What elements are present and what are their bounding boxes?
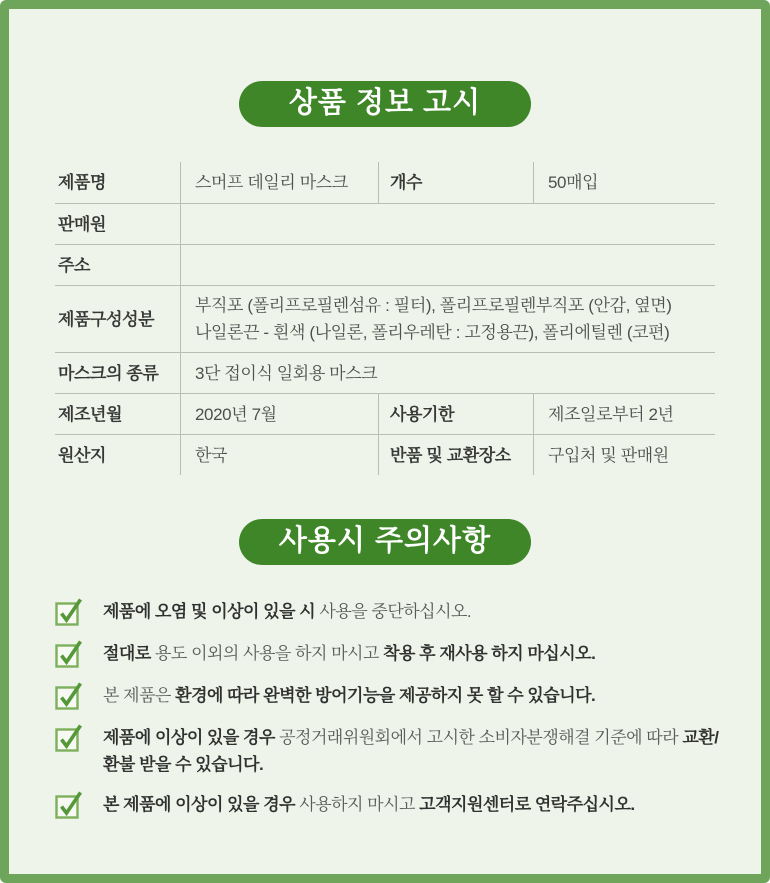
precaution-text-segment: 사용을 중단하십시오. [319, 602, 472, 621]
table-field-value [180, 286, 715, 352]
precaution-text-segment: 사용하지 마시고 [299, 795, 420, 814]
precaution-text [103, 598, 471, 625]
table-cell-line: 마스크의 종류 [58, 363, 159, 383]
table-field-value [533, 162, 715, 203]
table-cell-line: 제품구성성분 [58, 309, 155, 329]
precaution-text-segment: 절대로 [103, 644, 155, 663]
precaution-text-segment: 고객지원센터로 연락주십시오. [419, 795, 635, 814]
table-field-value [533, 435, 715, 475]
precaution-text-segment: 교환/환불 받을 수 있습니다. [103, 728, 719, 774]
precaution-text-segment: 본 제품은 [103, 686, 176, 705]
precaution-item [55, 791, 727, 820]
table-cell-line: 개수 [390, 173, 423, 192]
table-cell-line: 반품 및 교환장소 [390, 445, 511, 465]
table-field-label [378, 435, 533, 475]
table-row [55, 203, 715, 244]
checkmark-icon [55, 597, 85, 627]
table-cell-line: 구입처 및 판매원 [548, 445, 669, 465]
section-title-product-info: 상품 정보 고시 [288, 86, 482, 119]
table-field-value [533, 394, 715, 434]
precaution-text [103, 724, 727, 778]
table-cell-line: 나일론끈 - 흰색 (나일론, 폴리우레탄 : 고정용끈), 폴리에틸렌 (코편) [195, 323, 670, 342]
table-cell-line: 스머프 데일리 마스크 [195, 173, 348, 192]
precaution-text-segment: 공정거래위원회에서 고시한 소비자분쟁해결 기준에 따라 [279, 728, 683, 747]
table-cell-line: 부직포 (폴리프로필렌섬유 : 필터), 폴리프로필렌부직포 (안감, 옆면) [195, 296, 672, 315]
table-field-label [55, 245, 180, 285]
table-cell-line: 2020년 7월 [195, 404, 277, 424]
precaution-item [55, 598, 727, 627]
table-field-label [55, 162, 180, 203]
table-field-value [180, 435, 378, 475]
table-row [55, 244, 715, 285]
table-cell-line: 한국 [195, 445, 228, 465]
table-field-label [55, 394, 180, 434]
precaution-item [55, 640, 727, 669]
checkmark-icon [55, 681, 85, 711]
table-row [55, 393, 715, 434]
precaution-text-segment: 착용 후 재사용 하지 마십시오. [383, 644, 596, 663]
checkmark-icon [55, 639, 85, 669]
checkmark-icon [55, 723, 85, 753]
table-field-value [180, 353, 715, 393]
table-field-value [180, 394, 378, 434]
table-field-value [180, 204, 715, 244]
precaution-item [55, 682, 727, 711]
table-field-label [55, 204, 180, 244]
precaution-text-segment: 본 제품에 이상이 있을 경우 [103, 795, 300, 814]
checkmark-icon [55, 790, 85, 820]
product-info-table [55, 162, 715, 475]
table-row [55, 434, 715, 475]
table-cell-line: 3단 접이식 일회용 마스크 [195, 363, 378, 383]
table-row [55, 352, 715, 393]
precaution-text-segment: 용도 이외의 사용을 하지 마시고 [155, 644, 384, 663]
precaution-item [55, 724, 727, 778]
table-cell-line: 판매원 [58, 214, 107, 234]
table-cell-line: 사용기한 [390, 404, 455, 424]
table-field-label [378, 394, 533, 434]
precaution-text-segment: 제품에 오염 및 이상이 있을 시 [103, 602, 320, 621]
table-cell-line: 제조년월 [58, 404, 123, 424]
table-field-label [378, 162, 533, 203]
precaution-text [103, 791, 635, 818]
table-field-label [55, 286, 180, 352]
table-row [55, 285, 715, 352]
precaution-text [103, 640, 595, 667]
table-field-label [55, 435, 180, 475]
section-badge-precautions [239, 519, 531, 565]
precaution-text [103, 682, 595, 709]
table-cell-line: 주소 [58, 255, 91, 275]
table-field-label [55, 353, 180, 393]
table-cell-line: 50매입 [548, 173, 599, 192]
precaution-text-segment: 환경에 따라 완벽한 방어기능을 제공하지 못 할 수 있습니다. [175, 686, 596, 705]
section-badge-product-info [239, 81, 531, 127]
precaution-text-segment: 제품에 이상이 있을 경우 [103, 728, 280, 747]
section-title-precautions: 사용시 주의사항 [278, 524, 492, 557]
table-row [55, 162, 715, 203]
table-cell-line: 제품명 [58, 173, 107, 192]
table-field-value [180, 162, 378, 203]
table-cell-line: 제조일로부터 2년 [548, 404, 674, 424]
table-cell-line: 원산지 [58, 445, 107, 465]
table-field-value [180, 245, 715, 285]
precautions-checklist [55, 598, 727, 820]
